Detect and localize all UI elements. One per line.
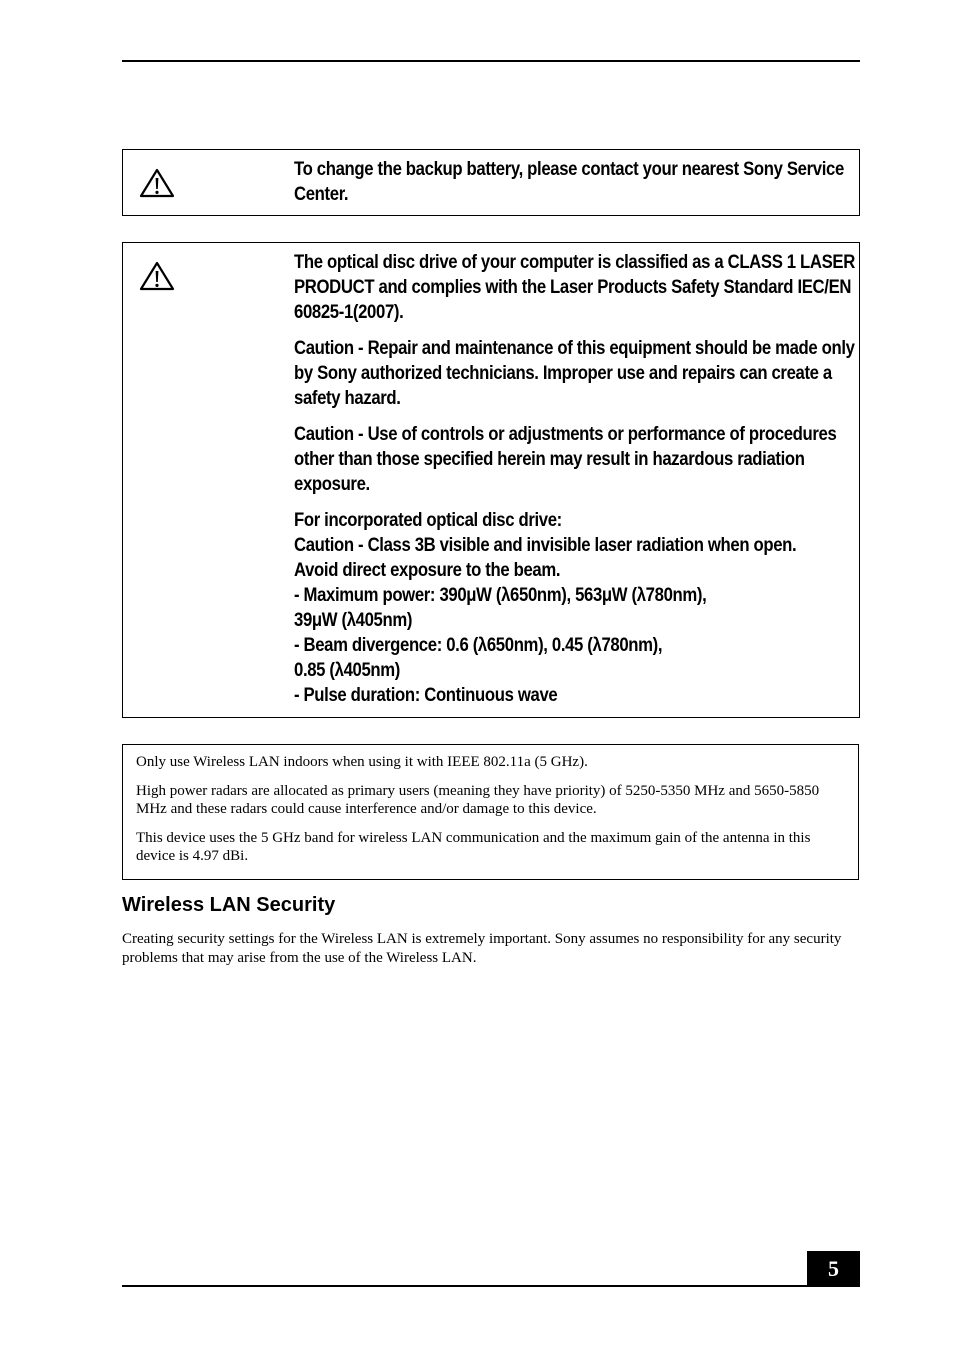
wireless-paragraph: High power radars are allocated as primary users (meaning they have priority) of 5250-5350 MHz and 5650-5850 MHz and these radars could cause interference and/or damage to this device. bbox=[136, 783, 820, 817]
spec-line: Caution - Class 3B visible and invisible laser radiation when open. bbox=[294, 535, 797, 556]
wireless-lan-notice bbox=[122, 744, 859, 880]
notice-paragraph: To change the backup battery, please contact your nearest Sony Service Center. bbox=[294, 159, 844, 205]
footer-rule bbox=[122, 1285, 860, 1287]
warning-triangle-icon bbox=[139, 260, 175, 292]
wireless-paragraph: This device uses the 5 GHz band for wireless LAN communication and the maximum gain of the antenna in this device is 4.97 dBi. bbox=[136, 830, 811, 864]
page-number: 5 bbox=[807, 1251, 860, 1287]
header-rule bbox=[122, 60, 860, 62]
laser-safety-notice bbox=[122, 242, 860, 718]
spec-line: - Maximum power: 390μW (λ650nm), 563μW (λ780nm), bbox=[294, 585, 707, 606]
section-heading: Wireless LAN Security bbox=[122, 894, 336, 916]
controls-caution-paragraph: Caution - Use of controls or adjustments or performance of procedures other than those specified herein may result in hazardous radiation exposure. bbox=[294, 424, 837, 495]
section-body: Creating security settings for the Wireless LAN is extremely important. Sony assumes no responsibility for any security problems that may arise from the use of the Wireless LAN. bbox=[122, 931, 842, 966]
spec-line: 0.85 (λ405nm) bbox=[294, 660, 401, 681]
notice-text bbox=[294, 157, 857, 218]
spec-line: For incorporated optical disc drive: bbox=[294, 510, 562, 531]
spec-line: - Pulse duration: Continuous wave bbox=[294, 685, 558, 706]
backup-battery-notice bbox=[122, 149, 860, 216]
wireless-paragraph: Only use Wireless LAN indoors when using it with IEEE 802.11a (5 GHz). bbox=[136, 754, 588, 770]
laser-class-paragraph: The optical disc drive of your computer is classified as a CLASS 1 LASER PRODUCT and complies with the Laser Products Safety Standard IEC/EN 60825-1(2007). bbox=[294, 252, 855, 323]
repair-caution-paragraph: Caution - Repair and maintenance of this equipment should be made only by Sony authorized technicians. Improper use and repairs can create a safety hazard. bbox=[294, 338, 855, 409]
warning-triangle-icon bbox=[139, 167, 175, 199]
spec-line: - Beam divergence: 0.6 (λ650nm), 0.45 (λ780nm), bbox=[294, 635, 663, 656]
notice-text bbox=[294, 250, 857, 708]
spec-line: Avoid direct exposure to the beam. bbox=[294, 560, 561, 581]
spec-line: 39μW (λ405nm) bbox=[294, 610, 413, 631]
